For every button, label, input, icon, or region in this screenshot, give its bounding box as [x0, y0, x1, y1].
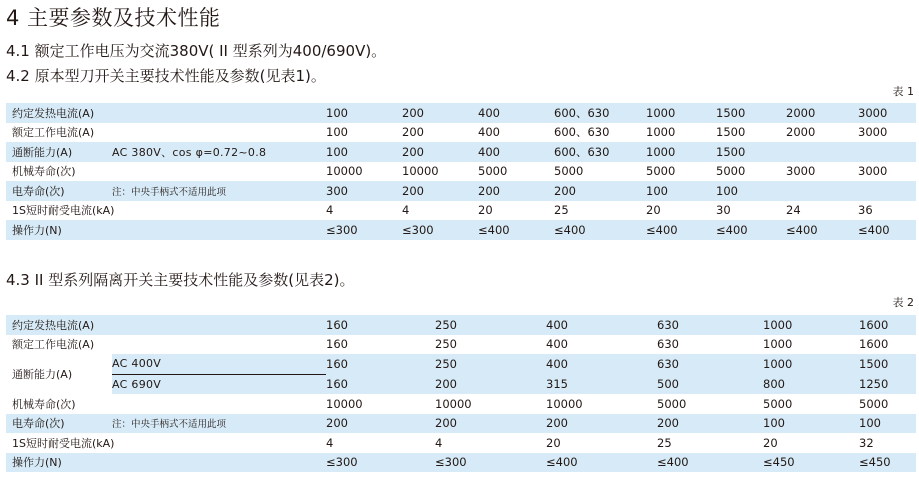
table-cell: ≤300 — [402, 220, 478, 240]
table1-intro: 4.2 原本型刀开关主要技术性能及参数(见表1)。 — [6, 67, 326, 85]
table-cell: 1000 — [763, 354, 859, 374]
table-cell: 200 — [554, 181, 646, 201]
row-label: 通断能力(A) — [6, 142, 112, 162]
table-cell — [858, 142, 916, 162]
table-cell: 400 — [546, 354, 657, 374]
row-label: 操作力(N) — [6, 453, 112, 473]
table-cell: 100 — [859, 414, 916, 434]
table-cell: 4 — [326, 435, 334, 450]
table-cell: ≤400 — [716, 220, 786, 240]
table-cell: 600、630 — [554, 125, 610, 140]
table-cell: 24 — [786, 203, 801, 218]
table-cell: 1600 — [859, 337, 889, 352]
table-row — [6, 142, 916, 162]
table-cell: 1000 — [646, 142, 716, 162]
table-cell: ≤400 — [646, 220, 716, 240]
table-cell: 10000 — [435, 396, 472, 411]
table-cell: 25 — [657, 435, 672, 450]
table-cell: 400 — [478, 103, 554, 123]
table-cell: 200 — [657, 414, 763, 434]
table-cell: 100 — [646, 181, 716, 201]
table-cell: 630 — [657, 337, 679, 352]
table-cell: ≤300 — [326, 453, 435, 473]
table-cell: ≤450 — [859, 453, 916, 473]
table-cell: 500 — [657, 374, 763, 394]
table2-caption: 表 2 — [892, 296, 914, 309]
table-row — [6, 201, 916, 221]
table-cell: 630 — [657, 315, 763, 335]
table-cell: 1600 — [859, 315, 916, 335]
table-cell: 1500 — [716, 142, 786, 162]
table-cell: 100 — [326, 142, 402, 162]
table-cell — [786, 181, 858, 201]
table-cell: 800 — [763, 374, 859, 394]
table-cell: 10000 — [326, 396, 363, 411]
table-cell: 30 — [716, 203, 731, 218]
row-label: 电寿命(次) — [6, 181, 112, 201]
table-cell: 400 — [546, 337, 568, 352]
table-cell: 160 — [326, 337, 348, 352]
table-cell: 100 — [326, 103, 402, 123]
table-cell: ≤400 — [786, 220, 858, 240]
row-label: 操作力(N) — [6, 220, 112, 240]
table-cell: 1500 — [716, 125, 746, 140]
table-cell: 1000 — [646, 103, 716, 123]
table-cell: 4 — [435, 435, 443, 450]
table-cell: 5000 — [716, 164, 746, 179]
table-row — [6, 335, 916, 355]
table-cell: 160 — [326, 354, 435, 374]
table-cell: 200 — [402, 181, 478, 201]
table-cell: 1000 — [646, 125, 676, 140]
row-label: 电寿命(次) — [6, 414, 112, 434]
condition-label: AC 400V — [112, 354, 326, 374]
row-label: 额定工作电流(A) — [12, 126, 95, 140]
table-cell: 4 — [402, 203, 410, 218]
table1-caption: 表 1 — [892, 85, 914, 98]
table-cell: 250 — [435, 315, 546, 335]
table-row — [6, 220, 916, 240]
table-cell: 5000 — [859, 396, 889, 411]
condition-label — [112, 103, 326, 123]
row-note: 注：中央手柄式不适用此项 — [112, 181, 326, 201]
table-cell: 2000 — [786, 125, 816, 140]
table-row — [6, 453, 916, 473]
table-cell: 10000 — [402, 164, 439, 179]
row-label: 机械寿命(次) — [12, 165, 76, 179]
table-cell: 1000 — [763, 337, 793, 352]
condition-label: AC 690V — [112, 374, 326, 394]
row-label: 机械寿命(次) — [12, 397, 76, 411]
table-cell: 5000 — [646, 164, 676, 179]
table-cell: 1500 — [859, 354, 916, 374]
condition-label — [112, 162, 326, 182]
row-label: 额定工作电流(A) — [12, 338, 95, 352]
table-cell: 250 — [435, 337, 457, 352]
row-label: 约定发热电流(A) — [6, 315, 112, 335]
table-cell: 250 — [435, 354, 546, 374]
table-cell: 200 — [326, 414, 435, 434]
table-cell: ≤400 — [657, 453, 763, 473]
table-cell: 20 — [763, 435, 778, 450]
table-cell: 5000 — [657, 396, 687, 411]
table-cell — [786, 142, 858, 162]
table-row — [6, 374, 916, 394]
table-cell: ≤400 — [478, 220, 554, 240]
table-cell: 200 — [546, 414, 657, 434]
table-row — [6, 394, 916, 414]
condition-label — [112, 220, 326, 240]
table-cell: 4 — [326, 203, 334, 218]
table-cell: 25 — [554, 203, 569, 218]
table-cell: 3000 — [858, 125, 888, 140]
table-cell: 200 — [435, 414, 546, 434]
table-row — [6, 315, 916, 335]
table-cell: 400 — [546, 315, 657, 335]
condition-label — [112, 201, 326, 221]
table-cell: 300 — [326, 181, 402, 201]
table-cell: 20 — [478, 203, 493, 218]
table-cell: 315 — [546, 374, 657, 394]
table-cell: 200 — [478, 181, 554, 201]
table-cell: 10000 — [546, 396, 583, 411]
table-cell: 630 — [657, 354, 763, 374]
row-label: 1S短时耐受电流(kA) — [12, 436, 115, 450]
table-cell: 160 — [326, 315, 435, 335]
table-cell: 400 — [478, 125, 500, 140]
spec-table-2 — [6, 315, 916, 472]
table-cell: 200 — [402, 103, 478, 123]
table-cell: ≤400 — [554, 220, 646, 240]
row-label: 通断能力(A) — [12, 368, 73, 381]
table-cell: 20 — [546, 435, 561, 450]
table-row — [6, 414, 916, 434]
row-label: 1S短时耐受电流(kA) — [12, 204, 115, 218]
table-cell — [858, 181, 916, 201]
table-cell: 200 — [435, 374, 546, 394]
table-cell: 200 — [402, 142, 478, 162]
condition-label: AC 380V、cos φ=0.72~0.8 — [112, 142, 326, 162]
table-cell: 20 — [646, 203, 661, 218]
table-cell: 600、630 — [554, 142, 646, 162]
table-cell: 1000 — [763, 315, 859, 335]
table-row — [6, 162, 916, 182]
row-label: 约定发热电流(A) — [6, 103, 112, 123]
condition-label — [112, 123, 326, 143]
table-cell: 3000 — [858, 164, 888, 179]
table-cell: 5000 — [554, 164, 584, 179]
table-cell: 1500 — [716, 103, 786, 123]
table-cell: 5000 — [478, 164, 508, 179]
table-cell: 100 — [763, 414, 859, 434]
table-row — [6, 433, 916, 453]
table-cell: ≤400 — [858, 220, 916, 240]
table-row — [6, 103, 916, 123]
table-cell: ≤400 — [546, 453, 657, 473]
row-note: 注：中央手柄式不适用此项 — [112, 414, 326, 434]
spec-table-1 — [6, 103, 916, 240]
table-cell: 100 — [326, 125, 348, 140]
table-cell: 400 — [478, 142, 554, 162]
table-cell: ≤300 — [326, 220, 402, 240]
section-title: 4 主要参数及技术性能 — [6, 6, 221, 30]
table-row — [6, 123, 916, 143]
table-cell: 600、630 — [554, 103, 646, 123]
table-row — [6, 181, 916, 201]
table2-intro: 4.3 II 型系列隔离开关主要技术性能及参数(见表2)。 — [6, 271, 355, 289]
table-cell: 160 — [326, 374, 435, 394]
voltage-statement: 4.1 额定工作电压为交流380V( II 型系列为400/690V)。 — [6, 42, 387, 60]
table-cell: 36 — [858, 203, 873, 218]
table-cell: 200 — [402, 125, 424, 140]
table-cell: 10000 — [326, 164, 363, 179]
table-cell: 3000 — [786, 164, 816, 179]
table-cell: 3000 — [858, 103, 916, 123]
table-cell: 2000 — [786, 103, 858, 123]
table-cell: ≤300 — [435, 453, 546, 473]
table-cell: 32 — [859, 435, 874, 450]
table-row — [6, 354, 916, 374]
table-cell: 1250 — [859, 374, 916, 394]
table-cell: 5000 — [763, 396, 793, 411]
table-cell: ≤450 — [763, 453, 859, 473]
table-cell: 100 — [716, 181, 786, 201]
